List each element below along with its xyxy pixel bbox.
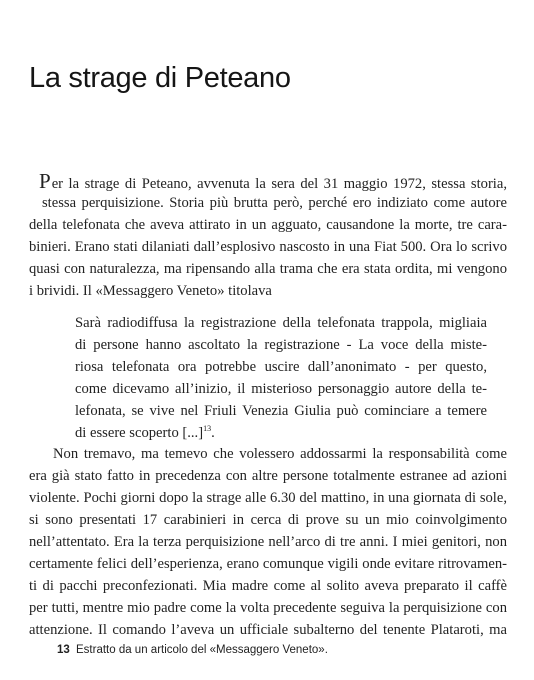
paragraph-2-line: nell’attentato. Era la terza perquisizione nell’arco di tre anni. I miei genitori, non bbox=[29, 534, 507, 550]
paragraph-2-line: si sono presentati 17 carabinieri in cerca di prove su un mio coinvolgimento bbox=[29, 512, 507, 528]
paragraph-1-line-text: er la strage di Peteano, avvenuta la sera del 31 maggio 1972, stessa storia, bbox=[51, 176, 507, 192]
paragraph-1-line: stessa perquisizione. Storia più brutta però, perché ero indiziato come autore bbox=[42, 195, 507, 211]
quote-line: Sarà radiodiffusa la registrazione della telefonata trappola, migliaia bbox=[75, 315, 487, 331]
quote-line: riosa telefonata ora potrebbe uscire dall’anonimato - per questo, bbox=[75, 359, 487, 375]
paragraph-1-line: binieri. Erano stati dilaniati dall’esplosivo nascosto in una Fiat 500. Ora lo scrivo bbox=[29, 239, 507, 255]
footnote-text: Estratto da un articolo del «Messaggero Veneto». bbox=[76, 644, 328, 656]
paragraph-1-line bbox=[29, 170, 507, 192]
quote-line-last: di essere scoperto [...]$^{13}$. bbox=[75, 424, 215, 441]
chapter-title: La strage di Peteano bbox=[29, 62, 291, 94]
paragraph-2-line: violente. Pochi giorni dopo la strage alle 6.30 del mattino, in una giornata di sole, bbox=[29, 490, 507, 506]
quote-line: lefonata, se vive nel Friuli Venezia Giulia può cominciare a temere bbox=[75, 403, 487, 419]
paragraph-1-line: della telefonata che aveva attirato in un agguato, causandone la morte, tre cara- bbox=[29, 217, 507, 233]
quote-line: di persone hanno ascoltato la registrazione - La voce della miste- bbox=[75, 337, 487, 353]
footnote bbox=[57, 644, 328, 656]
paragraph-2 bbox=[29, 443, 507, 641]
footnote-reference[interactable]: 13 bbox=[203, 424, 212, 433]
paragraph-1-line: i brividi. Il «Messaggero Veneto» titolava bbox=[29, 283, 272, 299]
paragraph-1-line: quasi con naturalezza, ma ripensando alla trama che era stata ordita, mi vengono bbox=[29, 261, 507, 277]
paragraph-2-line: per tutti, mentre mio padre come la volta precedente seguiva la perquisizione con bbox=[29, 600, 507, 616]
paragraph-2-line: era già stato fatto in precedenza con altre persone totalmente estranee ad azioni bbox=[29, 468, 507, 484]
paragraph-2-line: Non tremavo, ma temevo che volessero addossarmi la responsabilità come bbox=[53, 446, 507, 462]
footnote-number: 13 bbox=[57, 644, 70, 656]
paragraph-2-line: attenzione. Il comando l’aveva un ufficiale subalterno del tenente Plataroti, ma bbox=[29, 622, 507, 638]
block-quote bbox=[75, 312, 487, 444]
quote-line-text: di essere scoperto [...] bbox=[75, 425, 204, 441]
quote-line: come dicevamo all’inizio, il misterioso personaggio autore della te- bbox=[75, 381, 487, 397]
paragraph-1 bbox=[29, 170, 507, 302]
paragraph-2-line: ti di pacchi preconfezionati. Mia madre come al solito aveva preparato il caffè bbox=[29, 578, 507, 594]
drop-cap: P bbox=[39, 169, 52, 193]
paragraph-2-line: certamente felici dell’esperienza, erano comunque vigili onde evitare ritrovamen- bbox=[29, 556, 507, 572]
